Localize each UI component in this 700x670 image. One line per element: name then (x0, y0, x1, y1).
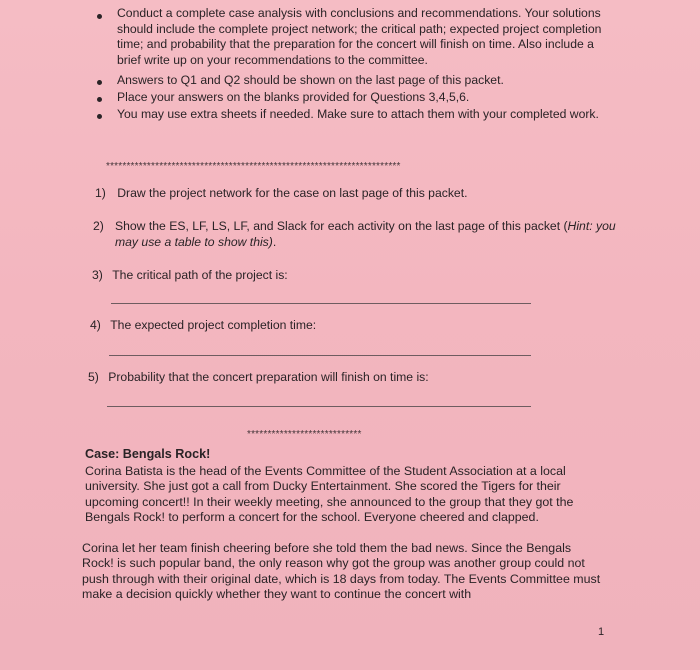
instruction-4: You may use extra sheets if needed. Make sure to attach them with your completed work. (117, 107, 599, 121)
question-3-text: The critical path of the project is: (112, 268, 288, 282)
question-1-text: Draw the project network for the case on last page of this packet. (117, 186, 468, 200)
question-2-hint: Hint: you may use a table to show this) (115, 219, 616, 249)
case-title: Case: Bengals Rock! (85, 447, 211, 461)
question-1 (95, 186, 635, 202)
instruction-3: Place your answers on the blanks provided for Questions 3,4,5,6. (117, 90, 470, 104)
question-5-number: 5) (88, 370, 99, 384)
instruction-2: Answers to Q1 and Q2 should be shown on the last page of this packet. (117, 73, 504, 87)
question-2-number: 2) (93, 219, 104, 233)
question-2-text: Show the ES, LF, LS, LF, and Slack for each activity on the last page of this packet ( (115, 219, 568, 233)
question-1-number: 1) (95, 186, 106, 200)
question-4 (90, 318, 630, 334)
bullet-dot-4 (97, 114, 102, 119)
question-5-text: Probability that the concert preparation will finish on time is: (108, 370, 429, 384)
answer-blank-4[interactable] (109, 355, 531, 356)
question-2-tail: . (272, 234, 277, 249)
question-3-number: 3) (92, 268, 103, 282)
page-number: 1 (598, 626, 605, 638)
separator-stars-2: **************************** (247, 429, 362, 440)
case-paragraph-2: Corina let her team finish cheering before she told them the bad news. Since the Bengals Rock! is such popular band, the only reason why got the group was another group could not push through with their original date, which is 18 days from today. The Events Committee must make a decision quickly whether they want to continue the concert with (82, 541, 601, 602)
bullet-dot-3 (97, 97, 102, 102)
bullet-dot-2 (97, 80, 102, 85)
question-4-number: 4) (90, 318, 101, 332)
bullet-dot-1 (97, 14, 102, 19)
question-5 (88, 370, 628, 386)
question-4-text: The expected project completion time: (110, 318, 317, 332)
answer-blank-5[interactable] (107, 406, 531, 407)
separator-stars: ************************************************************************ (106, 161, 401, 172)
case-paragraph-1: Corina Batista is the head of the Events Committee of the Student Association at a local university. She just got a call from Ducky Entertainment. She scored the Tigers for their upcoming concert!! In their weekly meeting, she announced to the group that they got the Bengals Rock! to perform a concert for the school. Everyone cheered and clapped. (85, 464, 574, 525)
instruction-1: Conduct a complete case analysis with conclusions and recommendations. Your solutions should include the complete project network; the critical path; expected project completion time; and probability that the preparation for the concert will finish on time. Also include a brief write up on your recommendations to the committee. (117, 6, 602, 67)
question-3 (92, 268, 632, 284)
question-2 (93, 219, 633, 250)
answer-blank-3[interactable] (111, 303, 531, 304)
